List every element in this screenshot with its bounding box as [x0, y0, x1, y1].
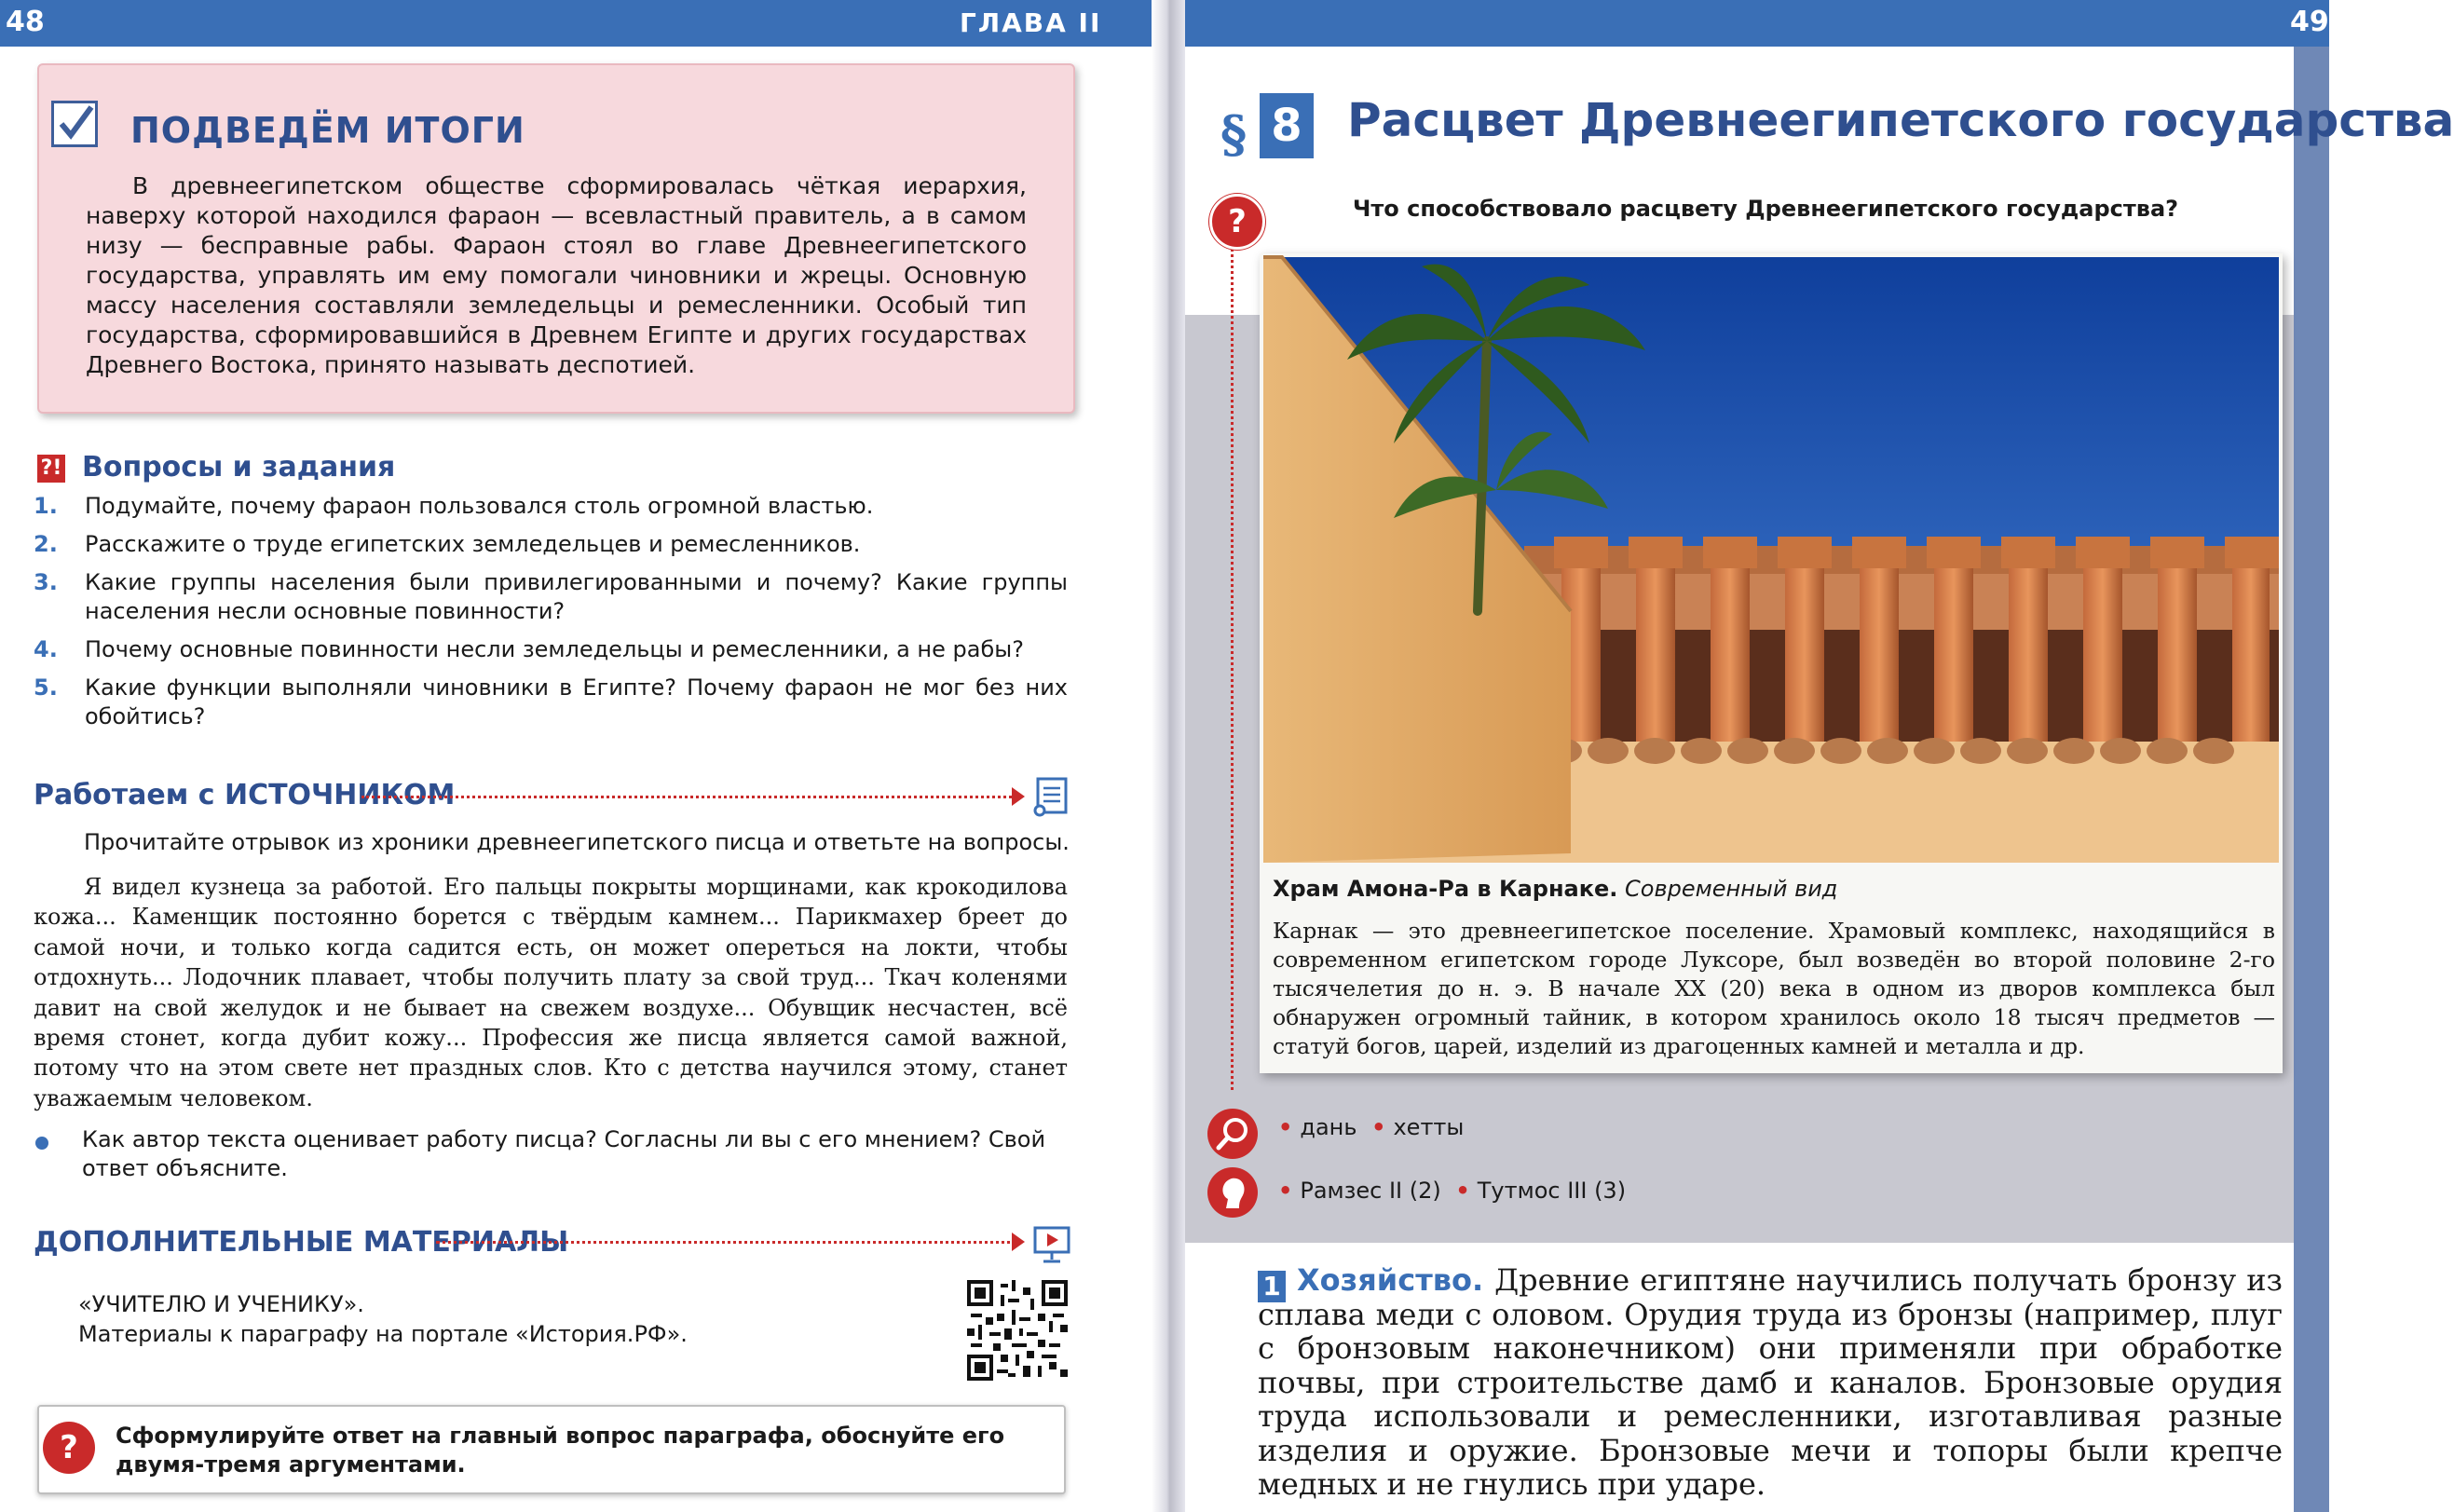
section-text: Хозяйство. Древние египтяне научились получать бронзу из сплава меди с оловом. Орудия труда из бронзы (например, плуг с бронзовым наконечником) они применяли при обработке почвы, при строительстве дамб и каналов. Бронзовые орудия труда использовали и ремесленники, изготавливая разные изделия и оружие. Бронзовые мечи и топоры были крепче медных и не гнулись при ударе.: [1258, 1262, 2283, 1502]
questions-list: [34, 492, 1068, 741]
page-number-right: 49: [2290, 6, 2329, 38]
question-item: [34, 492, 1068, 521]
additional-title: ДОПОЛНИТЕЛЬНЫЕ МАТЕРИАЛЫ: [34, 1226, 569, 1259]
page-number-left: 48: [6, 6, 45, 38]
qr-code-icon[interactable]: [967, 1280, 1068, 1384]
question-number: 2.: [34, 531, 58, 557]
paragraph-symbol: §: [1220, 104, 1247, 164]
question-text: Какие группы населения были привилегированными и почему? Какие группы населения несли основные повинности?: [85, 569, 1068, 624]
question-number: 4.: [34, 636, 58, 662]
divider-dotted: [436, 1241, 1017, 1244]
additional-line-2[interactable]: Материалы к параграфу на портале «История.РФ».: [78, 1321, 688, 1347]
source-title: Работаем с ИСТОЧНИКОМ: [34, 779, 456, 811]
final-task-text: Сформулируйте ответ на главный вопрос параграфа, обоснуйте его двумя-тремя аргументами.: [116, 1423, 1005, 1478]
concepts-list: • дань • хетты: [1278, 1114, 1465, 1140]
question-number: 1.: [34, 493, 58, 519]
figure-caption-title: Храм Амона-Ра в Карнаке. Современный вид: [1273, 876, 1838, 902]
question-text: Какие функции выполняли чиновники в Египте? Почему фараон не мог без них обойтись?: [85, 674, 1068, 729]
question-item: [34, 530, 1068, 559]
arrow-right-icon: [1012, 1233, 1025, 1251]
section-number: 1: [1258, 1271, 1286, 1302]
book-spine: [1152, 0, 1185, 1512]
person-icon: [1207, 1167, 1258, 1218]
summary-title: ПОДВЕДЁМ ИТОГИ: [130, 110, 525, 151]
paragraph-title: Расцвет Древнеегипетского государства: [1347, 93, 2454, 147]
source-text: Я видел кузнеца за работой. Его пальцы покрыты морщинами, как крокодилова кожа... Каменщик постоянно борется с твёрдым камнем... Парикмахер бреет до самой ночи, и только когда садится есть, он может опереться на локти, чтобы отдохнуть... Лодочник плавает, чтобы получить плату за свой труд... Ткач коленями давит на свой желудок и не бывает на свежем воздухе... Обувщик несчастен, всё время стонет, когда дубит кожу... Профессия же писца является самой важной, потому что на этом свете нет праздных слов. Кто с детства научился этому, станет уважаемым человеком.: [34, 874, 1068, 1111]
question-number: 5.: [34, 674, 58, 701]
vertical-dotted-line: [1231, 214, 1234, 1090]
question-number: 3.: [34, 569, 58, 595]
bullet-icon: [35, 1137, 48, 1150]
divider-dotted: [361, 796, 1017, 798]
chapter-title: ГЛАВА II: [960, 7, 1102, 38]
top-bar-right: [1166, 0, 2329, 47]
summary-text: В древнеегипетском обществе сформировалась чёткая иерархия, наверху которой находился фараон — всевластный правитель, а в самом низу — бесправные рабы. Фараон стоял во главе Древнеегипетского государства, управлять им ему помогали чиновники и жрецы. Основную массу населения составляли земледельцы и ремесленники. Особый тип государства, сформировавшийся в Древнем Египте и других государствах Древнего Востока, принято называть деспотией.: [86, 172, 1027, 378]
questions-title: Вопросы и задания: [82, 451, 396, 484]
question-text: Почему основные повинности несли земледельцы и ремесленники, а не рабы?: [85, 636, 1024, 662]
questions-icon: ?!: [37, 455, 65, 483]
question-item: [34, 674, 1068, 731]
page-edge-strip: [2294, 47, 2329, 1512]
question-item: [34, 635, 1068, 664]
question-icon: ?: [1209, 194, 1265, 250]
persons-list: • Рамзес II (2) • Тутмос III (3): [1278, 1178, 1627, 1204]
karnak-temple-photo: [1263, 257, 2279, 866]
question-item: [34, 568, 1068, 626]
scroll-document-icon: [1032, 775, 1071, 820]
source-intro: Прочитайте отрывок из хроники древнеегипетского писца и ответьте на вопросы.: [84, 829, 1070, 855]
search-icon: [1207, 1109, 1258, 1159]
figure-caption-text: Карнак — это древнеегипетское поселение. Храмовый комплекс, находящийся в современном египетском городе Луксоре, был возведён во второй половине 2-го тысячелетия до н. э. В начале XX (20) века в одном из дворов комплекса был обнаружен огромный тайник, в котором хранилось около 18 тысяч предметов — статуй богов, царей, изделий из драгоценных камней и металла и др.: [1273, 918, 2275, 1059]
additional-line-1: «УЧИТЕЛЮ И УЧЕНИКУ».: [78, 1291, 364, 1317]
question-text: Подумайте, почему фараон пользовался столь огромной властью.: [85, 493, 874, 519]
source-question: Как автор текста оценивает работу писца? Согласны ли вы с его мнением? Свой ответ объясните.: [82, 1126, 1046, 1181]
main-question: Что способствовало расцвету Древнеегипетского государства?: [1353, 196, 2179, 222]
checkmark-icon: [51, 101, 98, 147]
arrow-right-icon: [1012, 787, 1025, 806]
paragraph-number: 8: [1260, 93, 1314, 158]
section-heading: Хозяйство.: [1297, 1262, 1484, 1298]
question-icon: ?: [43, 1422, 95, 1474]
monitor-icon: [1032, 1224, 1071, 1269]
question-text: Расскажите о труде египетских земледельцев и ремесленников.: [85, 531, 861, 557]
